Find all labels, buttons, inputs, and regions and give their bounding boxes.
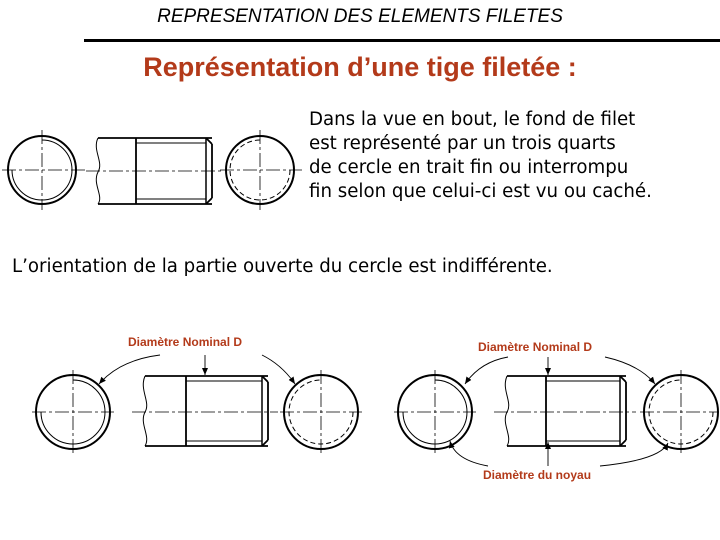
nominal-diameter-label-right: Diamètre Nominal D — [478, 340, 593, 354]
core-diameter-leaders — [450, 441, 668, 466]
nominal-diameter-leaders-right — [465, 357, 655, 384]
bottom-right-side-view — [494, 376, 636, 446]
description-line: fin selon que celui-ci est vu ou caché. — [309, 181, 652, 202]
description-line: Dans la vue en bout, le fond de filet — [309, 109, 636, 130]
bottom-right-drawing — [394, 357, 718, 466]
bottom-right-end-view-b — [640, 370, 718, 454]
page-title: Représentation d’une tige filetée : — [143, 52, 577, 82]
nominal-diameter-label-left: Diamètre Nominal D — [128, 335, 243, 349]
top-threaded-rod-drawing — [2, 130, 302, 210]
bottom-left-side-view — [132, 376, 278, 446]
core-diameter-label: Diamètre du noyau — [483, 468, 592, 482]
bottom-left-end-view-b — [280, 370, 362, 454]
bottom-left-drawing — [32, 355, 362, 454]
bottom-right-end-view-a — [394, 370, 476, 454]
top-left-end-view — [2, 130, 86, 210]
description-line: est représenté par un trois quarts — [309, 133, 616, 154]
description-line: de cercle en trait fin ou interrompu — [309, 157, 629, 178]
orientation-note: L’orientation de la partie ouverte du cercle est indifférente. — [12, 256, 553, 277]
top-side-view — [86, 138, 222, 204]
bottom-left-end-view-a — [32, 370, 114, 454]
top-right-end-view — [220, 130, 302, 210]
header-title: REPRESENTATION DES ELEMENTS FILETES — [157, 6, 563, 27]
